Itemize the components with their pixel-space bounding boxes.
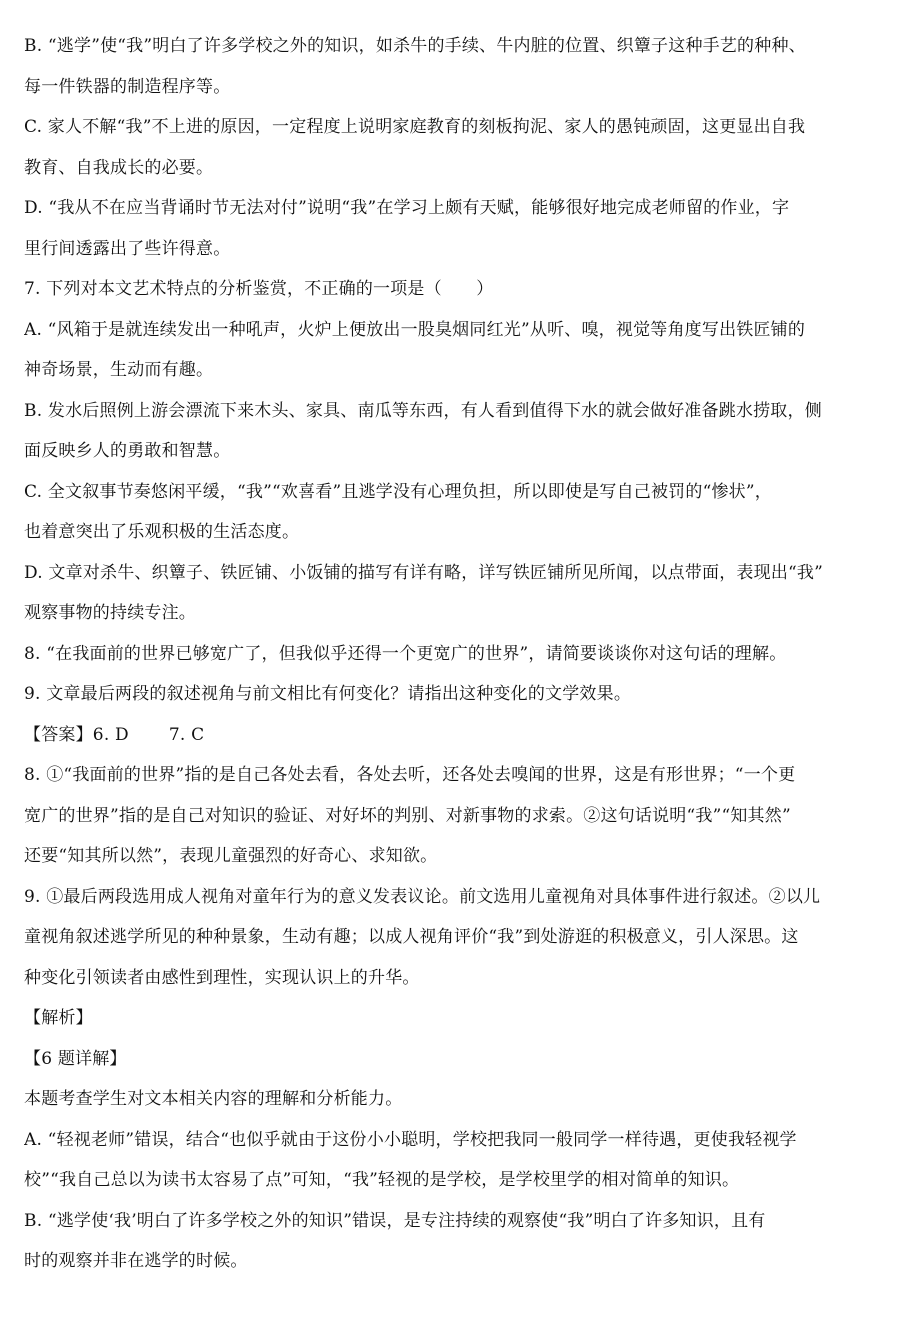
text-line: B. 发水后照例上游会漂流下来木头、家具、南瓜等东西，有人看到值得下水的就会做好准备跳水捞取，侧 <box>24 400 822 421</box>
text-line: 9. ①最后两段选用成人视角对童年行为的意义发表议论。前文选用儿童视角对具体事件进行叙述。②以儿 <box>24 886 821 907</box>
text-line: D. “我从不在应当背诵时节无法对付”说明“我”在学习上颇有天赋，能够很好地完成老师留的作业，字 <box>24 198 790 218</box>
text-line: 每一件铁器的制造程序等。 <box>24 76 231 97</box>
text-line: 也着意突出了乐观积极的生活态度。 <box>24 522 300 542</box>
answer-line <box>24 715 880 756</box>
answer-label: 【答案】6. D <box>24 724 129 745</box>
text-line: C. 全文叙事节奏悠闲平缓，“我”“欢喜看”且逃学没有心理负担，所以即使是写自己被罚的“惨状”， <box>24 481 772 502</box>
text-line: 观察事物的持续专注。 <box>24 603 196 623</box>
text-line: 童视角叙述逃学所见的种种景象，生动有趣；以成人视角评价“我”到处游逛的积极意义，引人深思。这 <box>24 927 799 947</box>
text-line: 种变化引领读者由感性到理性，实现认识上的升华。 <box>24 967 420 988</box>
text-line: 校”“我自己总以为读书太容易了点”可知，“我”轻视的是学校，是学校里学的相对简单的知识。 <box>24 1170 740 1190</box>
text-line: C. 家人不解“我”不上进的原因，一定程度上说明家庭教育的刻板拘泥、家人的愚钝顽固，这更显出自我 <box>24 117 806 137</box>
question-7: 7. 下列对本文艺术特点的分析鉴赏，不正确的一项是（ ） <box>24 279 494 299</box>
q6-detail-heading: 【6 题详解】 <box>24 1048 127 1069</box>
question-8: 8. “在我面前的世界已够宽广了，但我似乎还得一个更宽广的世界”，请简要谈谈你对这句话的理解。 <box>24 643 787 664</box>
text-line: 面反映乡人的勇敢和智慧。 <box>24 441 231 461</box>
text-line: 教育、自我成长的必要。 <box>24 157 214 178</box>
text-line: 8. ①“我面前的世界”指的是自己各处去看，各处去听，还各处去嗅闻的世界，这是有形世界；“一个更 <box>24 765 796 785</box>
text-line: 还要“知其所以然”，表现儿童强烈的好奇心、求知欲。 <box>24 846 438 866</box>
text-line: 神奇场景，生动而有趣。 <box>24 360 214 380</box>
text-line: A. “轻视老师”错误，结合“也似乎就由于这份小小聪明，学校把我同一般同学一样待遇，更使我轻视学 <box>24 1129 797 1150</box>
text-line: 宽广的世界”指的是自己对知识的验证、对好坏的判别、对新事物的求索。②这句话说明“我”“知其然” <box>24 805 791 826</box>
text-line: B. “逃学”使“我”明白了许多学校之外的知识，如杀牛的手续、牛内脏的位置、织簟子这种手艺的种种、 <box>24 36 806 56</box>
text-line: B. “逃学使‘我’明白了许多学校之外的知识”错误，是专注持续的观察使“我”明白了许多知识，且有 <box>24 1210 766 1231</box>
text-line: 里行间透露出了些许得意。 <box>24 238 231 259</box>
question-9: 9. 文章最后两段的叙述视角与前文相比有何变化？请指出这种变化的文学效果。 <box>24 684 632 704</box>
text-line: 本题考查学生对文本相关内容的理解和分析能力。 <box>24 1089 403 1109</box>
analysis-heading: 【解析】 <box>24 1008 93 1028</box>
text-line: 时的观察并非在逃学的时候。 <box>24 1251 248 1271</box>
text-line: A. “风箱于是就连续发出一种吼声，火炉上便放出一股臭烟同红光”从听、嗅，视觉等角度写出铁匠铺的 <box>24 319 806 340</box>
answer-7: 7. C <box>168 724 205 745</box>
text-line: D. 文章对杀牛、织簟子、铁匠铺、小饭铺的描写有详有略，详写铁匠铺所见所闻，以点带面，表现出“我” <box>24 562 824 583</box>
